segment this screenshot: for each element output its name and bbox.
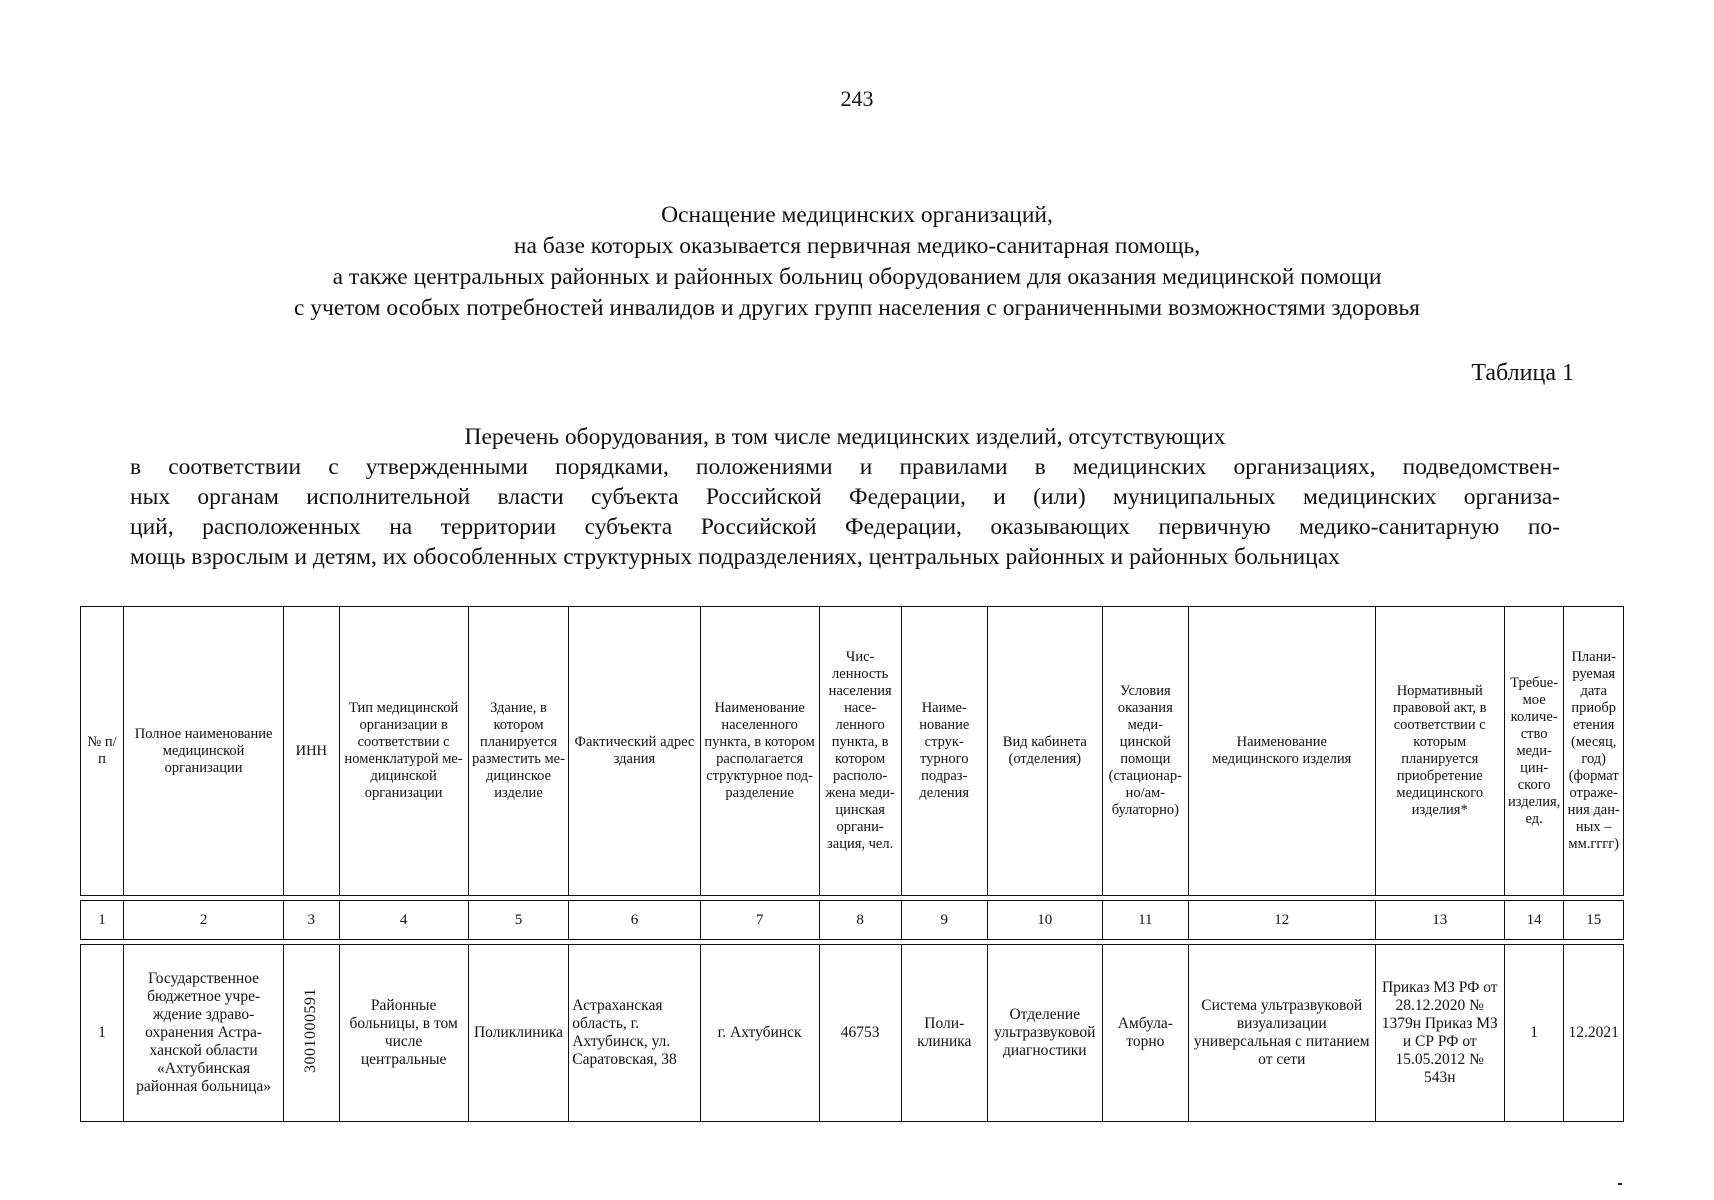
list-title-line-2: в соответствии с утвержденными порядками, положениями и правилами в медицинских организациях, подведомствен-	[130, 454, 1560, 480]
column-header: Здание, в котором планируется разместить медицинское изделие	[468, 607, 569, 896]
column-number: 6	[569, 901, 700, 940]
column-number: 8	[819, 901, 901, 940]
column-header: № п/п	[81, 607, 124, 896]
equipment-table	[80, 606, 1624, 1122]
cell-organization-type: Районные больницы, в том числе центральные	[339, 945, 468, 1122]
column-header: Численность населения населенного пункта, в котором расположена медицинская организация, чел.	[819, 607, 901, 896]
column-number: 15	[1564, 901, 1624, 940]
column-header: Тип медицинской организации в соответствии с номенклатурой медицинской организации	[339, 607, 468, 896]
column-number: 14	[1504, 901, 1564, 940]
cell-inn	[284, 945, 339, 1122]
document-title-line-3: а также центральных районных и районных больниц оборудованием для оказания медицинской помощи	[332, 264, 1382, 290]
cell-legal-act: Приказ МЗ РФ от 28.12.2020 № 1379н Приказ МЗ и СР РФ от 15.05.2012 № 543н	[1375, 945, 1504, 1122]
column-number: 12	[1188, 901, 1375, 940]
column-number: 7	[700, 901, 819, 940]
cell-locality: г. Ахтубинск	[700, 945, 819, 1122]
column-number: 1	[81, 901, 124, 940]
column-header: Наименование населенного пункта, в котором располагается структурное подразделение	[700, 607, 819, 896]
column-number: 11	[1102, 901, 1188, 940]
column-header: Нормативный правовой акт, в соответствии с которым планируется приобретение медицинского изделия*	[1375, 607, 1504, 896]
column-header: ИНН	[284, 607, 339, 896]
table-header-row	[81, 607, 1624, 896]
scan-mark	[1618, 1183, 1622, 1185]
inn-value: 3001000591	[302, 988, 320, 1073]
list-title-line-4: ций, расположенных на территории субъекта Российской Федерации, оказывающих первичную медико-санитарную по-	[130, 514, 1560, 540]
column-header: Фактический адрес здания	[569, 607, 700, 896]
column-number: 13	[1375, 901, 1504, 940]
column-header: Условия оказания медицинской помощи (стационарно/амбулаторно)	[1102, 607, 1188, 896]
list-title	[130, 422, 1560, 572]
cell-address: Астраханская область, г. Ахтубинск, ул. Саратовская, 38	[569, 945, 700, 1122]
list-title-line-3: ных органам исполнительной власти субъекта Российской Федерации, и (или) муниципальных медицинских организа-	[130, 484, 1560, 510]
column-number: 9	[901, 901, 987, 940]
column-number: 2	[124, 901, 284, 940]
column-number: 4	[339, 901, 468, 940]
cell-quantity: 1	[1504, 945, 1564, 1122]
cell-building: Поликлиника	[468, 945, 569, 1122]
cell-row-number: 1	[81, 945, 124, 1122]
table-row	[81, 945, 1624, 1122]
cell-subdivision: Поликлиника	[901, 945, 987, 1122]
column-header: Планируемая дата приобретения (месяц, год) (формат отражения данных – мм.гггг)	[1564, 607, 1624, 896]
column-number: 3	[284, 901, 339, 940]
cell-device-name: Система ультразвуковой визуализации универсальная с питанием от сети	[1188, 945, 1375, 1122]
list-title-line-1: Перечень оборудования, в том числе медицинских изделий, отсутствующих	[464, 424, 1226, 450]
table-label: Таблица 1	[1471, 360, 1574, 386]
document-title-line-1: Оснащение медицинских организаций,	[661, 202, 1053, 228]
cell-care-conditions: Амбулаторно	[1102, 945, 1188, 1122]
column-header: Вид кабинета (отделения)	[987, 607, 1102, 896]
column-header: Наименование медицинского изделия	[1188, 607, 1375, 896]
column-number: 10	[987, 901, 1102, 940]
column-number-row	[81, 901, 1624, 940]
column-header: Полное наименование медицинской организации	[124, 607, 284, 896]
column-number: 5	[468, 901, 569, 940]
cell-organization-name: Государственное бюджетное учреждение здравоохранения Астраханской области «Ахтубинская районная больница»	[124, 945, 284, 1122]
document-title-line-4: с учетом особых потребностей инвалидов и других групп населения с ограниченными возможностями здоровья	[294, 295, 1420, 321]
list-title-line-5: мощь взрослым и детям, их обособленных структурных подразделениях, центральных районных и районных больницах	[130, 544, 1340, 570]
cell-department: Отделение ультразвуковой диагностики	[987, 945, 1102, 1122]
cell-population: 46753	[819, 945, 901, 1122]
cell-purchase-date: 12.2021	[1564, 945, 1624, 1122]
document-title	[0, 200, 1714, 324]
page-number: 243	[840, 86, 874, 111]
column-header: Наименование структурного подразделения	[901, 607, 987, 896]
column-header: Требueмое количество медицинского изделия, ед.	[1504, 607, 1564, 896]
document-title-line-2: на базе которых оказывается первичная медико-санитарная помощь,	[513, 233, 1201, 259]
